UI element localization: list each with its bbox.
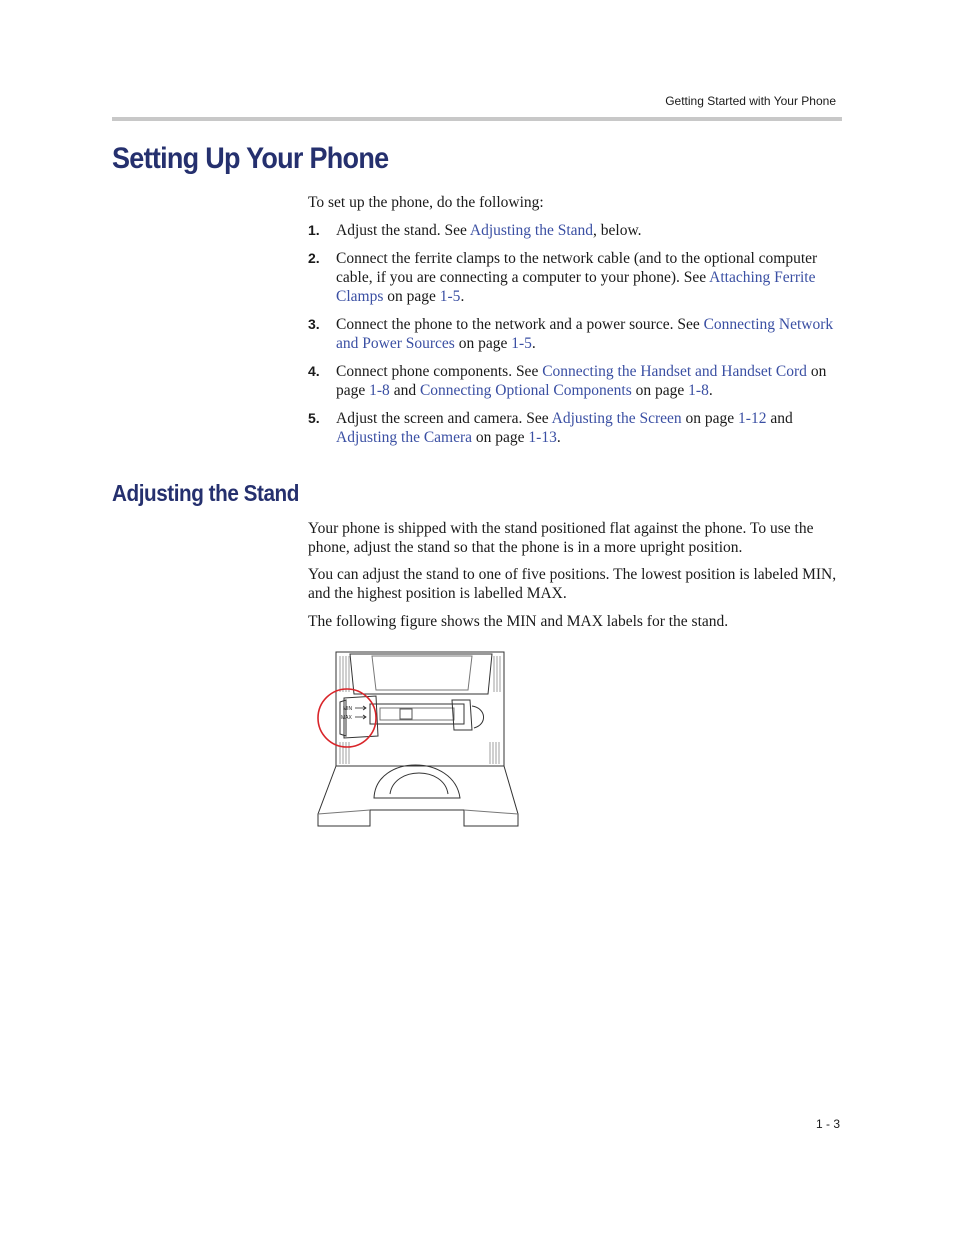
step-1 [308,221,842,240]
step-text: Connect phone components. See [336,363,543,380]
step-text: on page [454,335,512,352]
cross-reference-link[interactable]: Connecting Network and Power Sources [336,316,834,352]
cross-reference-link[interactable]: Connecting the Handset and Handset Cord [542,363,807,380]
stand-figure [314,646,522,830]
step-4 [308,362,842,400]
cross-reference-link[interactable]: 1-8 [688,382,709,399]
step-number: 4. [308,363,320,379]
cross-reference-link[interactable]: 1-5 [511,335,532,352]
step-5 [308,409,842,447]
cross-reference-link[interactable]: 1-8 [369,382,390,399]
step-text: . [556,429,561,446]
step-number: 3. [308,316,320,332]
step-text: on page [631,382,689,399]
step-text: and [389,382,420,399]
step-text: on page [681,410,739,427]
page-title: Setting Up Your Phone [112,142,389,175]
cross-reference-link[interactable]: Attaching Ferrite Clamps [336,269,816,305]
header-rule [112,117,842,121]
step-text: . [531,335,536,352]
step-3 [308,315,842,353]
max-label: MAX [341,715,352,721]
step-text: Adjust the stand. See [336,222,470,239]
stand-paragraph-3: The following figure shows the MIN and MAX labels for the stand. [308,613,729,630]
cross-reference-link[interactable]: Adjusting the Screen [551,410,682,427]
cross-reference-link[interactable]: Adjusting the Camera [336,429,473,446]
step-number: 2. [308,250,320,266]
section-title: Adjusting the Stand [112,480,299,506]
page-number: 1 - 3 [815,1117,840,1131]
step-text: and [766,410,793,427]
cross-reference-link[interactable]: 1-12 [738,410,767,427]
step-text: on page [336,363,827,399]
step-text: Connect the ferrite clamps to the network cable (and to the optional computer cable, if you are connecting a computer to your phone). See [336,250,818,286]
intro-text: To set up the phone, do the following: [308,194,544,211]
running-header: Getting Started with Your Phone [665,94,836,108]
step-number: 5. [308,410,320,426]
step-text: , below. [593,222,642,239]
stand-paragraph-1: Your phone is shipped with the stand positioned flat against the phone. To use the phone, adjust the stand so that the phone is in a more upright position. [308,520,814,556]
min-label: MIN [343,706,353,712]
cross-reference-link[interactable]: 1-5 [439,288,461,305]
step-text: Adjust the screen and camera. See [336,410,552,427]
step-text: . [460,288,465,305]
max-arrow-icon [355,715,366,719]
step-text: on page [383,288,440,305]
step-text: on page [472,429,529,446]
step-text: Connect the phone to the network and a power source. See [336,316,704,333]
step-text: . [708,382,713,399]
min-arrow-icon [355,706,366,710]
cross-reference-link[interactable]: Connecting Optional Components [419,382,632,399]
step-2 [308,249,842,306]
stand-paragraph-2: You can adjust the stand to one of five positions. The lowest position is labeled MIN, and the highest position is labelled MAX. [308,566,837,602]
phone-stand-illustration [314,646,522,830]
cross-reference-link[interactable]: Adjusting the Stand [469,222,594,239]
setup-steps-list [308,221,842,456]
cross-reference-link[interactable]: 1-13 [528,429,557,446]
step-number: 1. [308,222,320,238]
